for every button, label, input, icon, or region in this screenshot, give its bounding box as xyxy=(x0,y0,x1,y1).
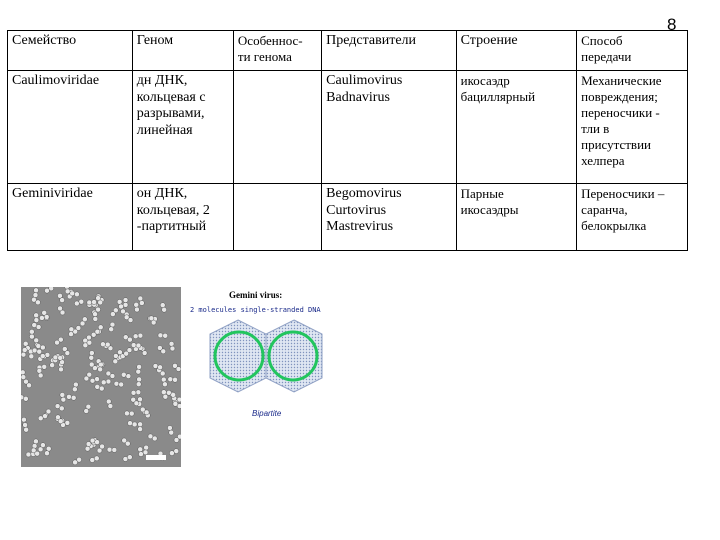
virus-particle xyxy=(163,394,168,399)
virus-particle xyxy=(100,342,105,347)
virus-particle xyxy=(176,367,181,372)
table-cell xyxy=(132,184,233,251)
virus-particle xyxy=(40,354,45,359)
virus-particle xyxy=(73,460,78,465)
table-cell xyxy=(577,71,688,184)
virus-particle xyxy=(136,369,141,374)
virus-particle xyxy=(168,377,173,382)
virus-particle xyxy=(26,452,31,457)
virus-particle xyxy=(161,390,166,395)
virus-particle xyxy=(69,332,74,337)
virus-particle xyxy=(106,399,111,404)
virus-particle xyxy=(38,416,43,421)
table-header-row xyxy=(8,31,688,71)
cell-line: ти генома xyxy=(237,49,292,64)
virus-particle xyxy=(169,341,174,346)
virus-particle xyxy=(106,379,111,384)
virus-particle xyxy=(21,352,26,357)
virus-particle xyxy=(35,451,40,456)
virus-particle xyxy=(138,427,143,432)
virus-particle xyxy=(124,351,129,356)
virus-particle xyxy=(160,303,165,308)
virus-particle xyxy=(131,390,136,395)
virus-particle xyxy=(98,300,103,305)
virus-particle xyxy=(134,401,139,406)
virus-particle xyxy=(128,318,133,323)
cell-line: линейная xyxy=(136,122,193,138)
virus-particle xyxy=(29,334,34,339)
virus-particle xyxy=(80,321,85,326)
virus-particle xyxy=(21,375,26,380)
cell-line: хелпера xyxy=(581,153,625,168)
virus-particle xyxy=(89,355,94,360)
virus-particle xyxy=(162,307,167,312)
table-cell xyxy=(456,184,577,251)
virus-particle xyxy=(34,313,39,318)
virus-particle xyxy=(107,447,112,452)
virus-particle xyxy=(90,378,95,383)
virus-particle xyxy=(84,376,89,381)
virus-particle xyxy=(89,351,94,356)
virus-particle xyxy=(44,314,49,319)
cell-line: кольцевая с xyxy=(136,89,206,105)
diagram-label: Bipartite xyxy=(252,409,282,418)
virus-particle xyxy=(119,382,124,387)
virus-particle xyxy=(58,355,63,360)
cell-line: белокрылка xyxy=(581,218,647,233)
virus-particle xyxy=(101,380,106,385)
virus-particle xyxy=(138,452,143,457)
virus-particle xyxy=(44,288,49,293)
virus-particle xyxy=(92,300,97,305)
virus-particle xyxy=(138,422,143,427)
virus-particle xyxy=(161,377,166,382)
virus-particle xyxy=(129,411,134,416)
virus-particle xyxy=(124,411,129,416)
virus-particle xyxy=(90,458,95,463)
virus-particle xyxy=(38,373,43,378)
virus-particle xyxy=(109,327,114,332)
table-cell xyxy=(8,184,133,251)
virus-particle xyxy=(21,370,25,375)
virus-particle xyxy=(40,345,45,350)
virus-particle xyxy=(152,436,157,441)
table-cell xyxy=(8,71,133,184)
virus-particle xyxy=(90,438,95,443)
cell-line: Curtovirus xyxy=(326,202,387,218)
virus-particle xyxy=(33,293,38,298)
header-cell-genome xyxy=(132,31,233,71)
virus-particle xyxy=(123,457,128,462)
virus-particle xyxy=(136,343,141,348)
virus-particle xyxy=(127,337,132,342)
virus-particle xyxy=(74,292,79,297)
virus-particle xyxy=(70,291,75,296)
cell-line: переносчики - xyxy=(581,105,660,120)
table-row xyxy=(8,184,688,251)
virus-particle xyxy=(84,408,89,413)
cell-line: икосаэдр xyxy=(460,73,510,88)
virus-particle xyxy=(117,299,122,304)
diagram-subtitle: 2 molecules single-stranded DNA xyxy=(190,306,321,314)
virus-particle xyxy=(162,382,167,387)
virus-particle xyxy=(137,377,142,382)
virus-particle xyxy=(33,439,38,444)
virus-particle xyxy=(139,301,144,306)
virus-particle xyxy=(110,374,115,379)
cell-line: Геном xyxy=(136,33,174,48)
cell-line: икосаэдры xyxy=(460,202,519,217)
virus-particle xyxy=(138,447,143,452)
virus-particle xyxy=(36,325,41,330)
virus-particle xyxy=(123,298,128,303)
virus-particle xyxy=(169,451,174,456)
cell-line: Caulimoviridae xyxy=(12,73,100,88)
virus-particle xyxy=(136,390,141,395)
cell-line: Badnavirus xyxy=(326,89,390,105)
virus-particle xyxy=(131,343,136,348)
page-number: 8 xyxy=(667,15,677,34)
virus-particle xyxy=(98,367,103,372)
virus-particle xyxy=(34,318,39,323)
virus-particle xyxy=(21,417,26,422)
virus-particle xyxy=(39,315,44,320)
virus-particle xyxy=(144,445,149,450)
virus-particle xyxy=(132,422,137,427)
virus-particle xyxy=(153,364,158,369)
diagram-title: Gemini virus: xyxy=(229,290,283,300)
virus-particle xyxy=(158,365,163,370)
cell-line: дн ДНК, xyxy=(136,73,188,88)
virus-particle xyxy=(128,421,133,426)
virus-particle xyxy=(59,406,64,411)
virus-particle xyxy=(98,362,103,367)
virus-particle xyxy=(167,425,172,430)
virus-particle xyxy=(92,366,97,371)
virus-particle xyxy=(169,430,174,435)
cell-line: Geminiviridae xyxy=(12,186,93,201)
virus-particle xyxy=(93,312,98,317)
virus-particle xyxy=(105,342,110,347)
virus-particle xyxy=(73,382,78,387)
virus-particle xyxy=(160,371,165,376)
virus-particle xyxy=(60,298,65,303)
virus-particle xyxy=(72,387,77,392)
virus-particle xyxy=(69,327,74,332)
virus-particle xyxy=(61,397,66,402)
virus-particle xyxy=(134,302,139,307)
virus-particle xyxy=(91,332,96,337)
table-cell xyxy=(577,184,688,251)
micrograph-particles xyxy=(21,287,181,467)
virus-particle xyxy=(97,448,102,453)
virus-particle xyxy=(138,397,143,402)
cell-line: разрывами, xyxy=(136,106,205,121)
virus-particle xyxy=(93,316,98,321)
virus-particle xyxy=(110,322,115,327)
virus-particle xyxy=(137,364,142,369)
cell-line: Представители xyxy=(326,33,417,48)
virus-particle xyxy=(83,343,88,348)
virus-particle xyxy=(133,334,138,339)
virus-particle xyxy=(22,348,27,353)
virus-particle xyxy=(45,352,50,357)
cell-line: присутствии xyxy=(581,137,651,152)
virus-particle xyxy=(42,364,47,369)
virus-particle xyxy=(171,392,176,397)
cell-line: Способ xyxy=(581,33,623,48)
virus-particle xyxy=(60,310,65,315)
cell-line: передачи xyxy=(581,49,632,64)
scale-bar xyxy=(146,455,166,460)
virus-particle xyxy=(126,374,131,379)
virus-particle xyxy=(108,404,113,409)
virus-particle xyxy=(170,346,175,351)
virus-particle xyxy=(125,441,130,446)
cell-line: Механические xyxy=(581,73,662,88)
virus-particle xyxy=(113,353,118,358)
virus-particle xyxy=(53,355,58,360)
cell-line: Caulimovirus xyxy=(326,73,403,88)
virus-particle xyxy=(144,410,149,415)
virus-particle xyxy=(138,333,143,338)
virus-particle xyxy=(85,446,90,451)
table-cell xyxy=(456,71,577,184)
header-cell-family xyxy=(8,31,133,71)
virus-particle xyxy=(23,396,28,401)
cell-line: Парные xyxy=(460,186,504,201)
virus-particle xyxy=(37,368,42,373)
virus-particle xyxy=(142,351,147,356)
virus-particle xyxy=(114,381,119,386)
virus-particle xyxy=(173,377,178,382)
virus-particle xyxy=(174,438,179,443)
header-cell-structure xyxy=(456,31,577,71)
virus-particle xyxy=(65,289,70,294)
virus-particle xyxy=(119,304,124,309)
virus-particle xyxy=(113,359,118,364)
virus-particle xyxy=(74,301,79,306)
virus-particle xyxy=(99,386,104,391)
table-cell xyxy=(322,184,456,251)
header-cell-genome-features xyxy=(233,31,321,71)
virus-particle xyxy=(55,340,60,345)
virus-particle xyxy=(123,302,128,307)
cell-line: Переносчики – xyxy=(581,186,665,201)
electron-micrograph xyxy=(21,287,181,467)
virus-particle xyxy=(112,447,117,452)
virus-particle xyxy=(121,372,126,377)
virus-particle xyxy=(158,333,163,338)
virus-particle xyxy=(35,300,40,305)
virus-particle xyxy=(36,343,41,348)
table-cell xyxy=(132,71,233,184)
cell-line: тли в xyxy=(581,121,610,136)
virus-particle xyxy=(161,349,166,354)
virus-particle xyxy=(24,427,29,432)
cell-line: Строение xyxy=(460,33,518,48)
virus-particle xyxy=(151,320,156,325)
virus-particle xyxy=(59,367,64,372)
virus-particle xyxy=(138,296,143,301)
cell-line: кольцевая, 2 xyxy=(136,202,210,218)
virus-particle xyxy=(65,351,70,356)
cell-line: повреждения; xyxy=(581,89,658,104)
cell-line: Begomovirus xyxy=(326,186,402,201)
virus-particle xyxy=(87,300,92,305)
virus-particle xyxy=(163,333,168,338)
cell-line: -партитный xyxy=(136,219,207,234)
virus-particle xyxy=(95,440,100,445)
cell-line: он ДНК, xyxy=(136,186,188,201)
virus-particle xyxy=(27,383,32,388)
table-cell-empty xyxy=(233,71,321,184)
virus-particle xyxy=(134,307,139,312)
virus-particle xyxy=(71,395,76,400)
virus-particle xyxy=(60,392,65,397)
virus-particle xyxy=(110,312,115,317)
header-cell-transmission xyxy=(577,31,688,71)
cell-line: Mastrevirus xyxy=(326,219,394,234)
virus-particle xyxy=(50,363,55,368)
virus-particle xyxy=(66,394,71,399)
virus-particle xyxy=(29,354,34,359)
table-cell xyxy=(322,71,456,184)
header-cell-representatives xyxy=(322,31,456,71)
virus-particle xyxy=(34,288,39,293)
virus-particle xyxy=(177,404,181,409)
virus-particle xyxy=(38,447,43,452)
virus-particle xyxy=(86,442,91,447)
virus-families-table xyxy=(7,30,688,251)
virus-particle xyxy=(95,377,100,382)
virus-particle xyxy=(23,423,28,428)
virus-particle xyxy=(58,419,63,424)
cell-line: саранча, xyxy=(581,202,628,217)
table-row xyxy=(8,71,688,184)
virus-particle xyxy=(32,443,37,448)
virus-particle xyxy=(29,329,34,334)
cell-line: Особеннос- xyxy=(237,33,303,48)
virus-particle xyxy=(44,451,49,456)
cell-line: бациллярный xyxy=(460,89,536,104)
cell-line: Семейство xyxy=(12,33,77,48)
table-cell-empty xyxy=(233,184,321,251)
virus-particle xyxy=(37,349,42,354)
virus-particle xyxy=(136,382,141,387)
virus-particle xyxy=(32,348,37,353)
virus-particle xyxy=(34,338,39,343)
